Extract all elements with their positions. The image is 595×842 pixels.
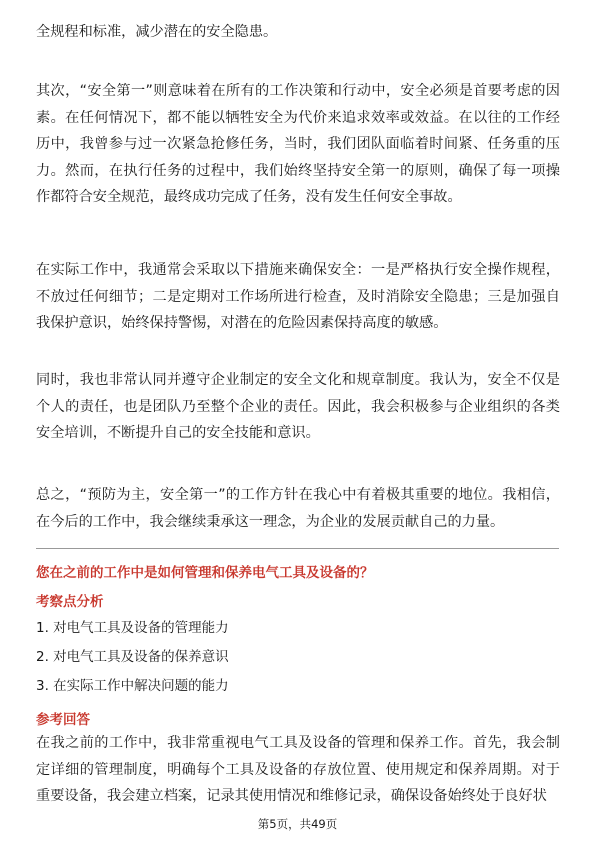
paragraph-conclusion: 总之，“预防为主，安全第一”的工作方针在我心中有着极其重要的地位。我相信，在今后的工作中，我会继续秉承这一理念，为企业的发展贡献自己的力量。: [36, 487, 560, 530]
analysis-item: 2. 对电气工具及设备的保养意识: [36, 649, 229, 665]
section-divider: [36, 548, 559, 549]
paragraph-intro-continuation: 全规程和标准，减少潜在的安全隐患。: [36, 24, 278, 40]
paragraph-safety-first: 其次，“安全第一”则意味着在所有的工作决策和行动中，安全必须是首要考虑的因素。在任何情况下，都不能以牺牲安全为代价来追求效率或效益。在以往的工作经历中，我曾参与过一次紧急抢修任务，当时，我们团队面临着时间紧、任务重的压力。然而，在执行任务的过程中，我们始终坚持安全第一的原则，确保了每一项操作都符合安全规范，最终成功完成了任务，没有发生任何安全事故。: [36, 83, 560, 205]
analysis-item: 3. 在实际工作中解决问题的能力: [36, 678, 229, 694]
page-number-footer: 第5页，共49页: [257, 817, 338, 831]
answer-paragraph: 在我之前的工作中，我非常重视电气工具及设备的管理和保养工作。首先，我会制定详细的管理制度，明确每个工具及设备的存放位置、使用规定和保养周期。对于重要设备，我会建立档案，记录其使用情况和维修记录，确保设备始终处于良好状: [36, 735, 560, 804]
paragraph-measures: 在实际工作中，我通常会采取以下措施来确保安全：一是严格执行安全操作规程，不放过任何细节；二是定期对工作场所进行检查，及时消除安全隐患；三是加强自我保护意识，始终保持警惕，对潜在的危险因素保持高度的敏感。: [36, 262, 560, 331]
answer-label: 参考回答: [36, 712, 90, 728]
analysis-item: 1. 对电气工具及设备的管理能力: [36, 620, 229, 636]
analysis-label: 考察点分析: [36, 594, 104, 610]
paragraph-culture: 同时，我也非常认同并遵守企业制定的安全文化和规章制度。我认为，安全不仅是个人的责任，也是团队乃至整个企业的责任。因此，我会积极参与企业组织的各类安全培训，不断提升自己的安全技能和意识。: [36, 372, 560, 441]
question-heading: 您在之前的工作中是如何管理和保养电气工具及设备的？: [36, 565, 374, 581]
